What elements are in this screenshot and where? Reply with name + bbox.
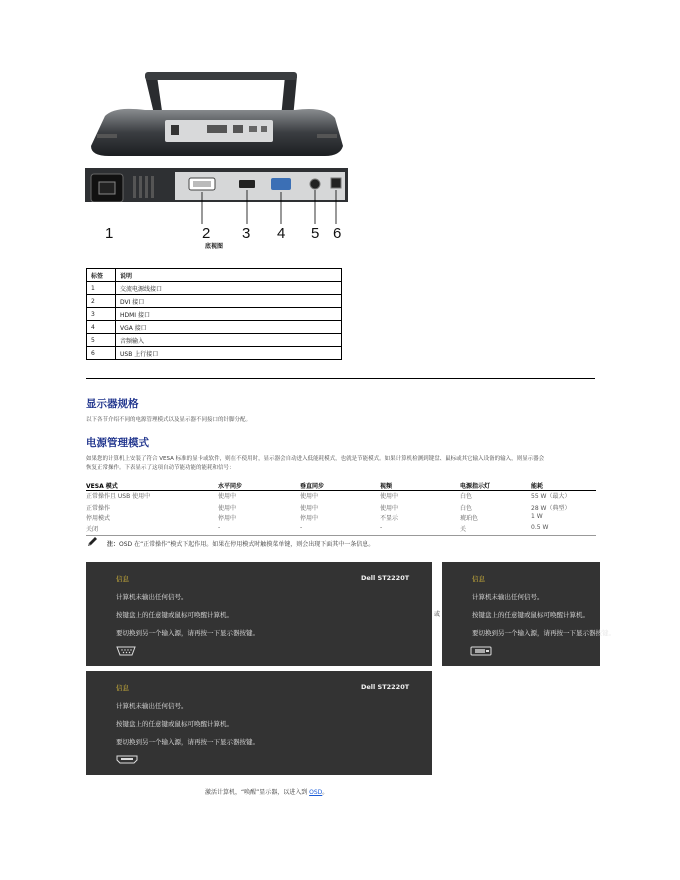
osd-title: 信息 — [116, 684, 129, 692]
note-pencil-icon — [86, 536, 98, 548]
header-vesa-mode: VESA 模式 — [86, 483, 118, 490]
dvi-connector-icon — [470, 646, 492, 656]
section-title-specs: 显示器规格 — [86, 398, 139, 410]
osd-message-hdmi — [86, 671, 432, 775]
osd-model: Dell ST2220T — [361, 683, 410, 691]
callout-6: 6 — [333, 225, 342, 242]
table-row — [87, 282, 342, 295]
or-label: 或 — [434, 611, 441, 618]
note — [86, 536, 606, 552]
cell-power-led: 白色 — [460, 505, 473, 512]
row-description: VGA 接口 — [116, 321, 342, 334]
row-description: 音频输入 — [116, 334, 342, 347]
header-vsync: 垂直同步 — [300, 483, 325, 490]
cell-video: 使用中 — [380, 493, 399, 500]
row-description: 交流电源线接口 — [116, 282, 342, 295]
row-description: USB 上行接口 — [116, 347, 342, 360]
port-label-table — [86, 268, 342, 360]
footer-text — [205, 787, 328, 796]
osd-title: 信息 — [472, 575, 485, 583]
cell-vsync: 停用中 — [300, 515, 319, 522]
cell-mode: 正常操作且 USB 使用中 — [86, 493, 151, 500]
osd-line-3: 要切换到另一个输入源，请再按一下显示器按键。 — [116, 629, 259, 637]
table-row — [87, 334, 342, 347]
hdmi-connector-icon — [116, 755, 138, 764]
header-description: 说明 — [116, 269, 342, 282]
row-label: 3 — [87, 308, 116, 321]
table-row — [86, 490, 596, 501]
cell-hsync: - — [218, 524, 221, 531]
footer-prefix: 激活计算机，“唤醒”显示器，以进入到 — [205, 789, 310, 796]
cell-video: 使用中 — [380, 505, 399, 512]
cell-mode: 停用模式 — [86, 515, 111, 522]
osd-title: 信息 — [116, 575, 129, 583]
osd-line-1: 计算机未输出任何信号。 — [116, 593, 188, 601]
table-header-row — [87, 269, 342, 282]
cell-vsync: 使用中 — [300, 505, 319, 512]
header-label: 标签 — [87, 269, 116, 282]
callout-5: 5 — [311, 225, 320, 242]
osd-model: Dell ST2220T — [361, 574, 410, 582]
osd-line-2: 按键盘上的任意键或鼠标可唤醒计算机。 — [472, 611, 589, 619]
cell-power: 55 W（最大） — [531, 493, 571, 500]
table-row — [87, 308, 342, 321]
header-hsync: 水平同步 — [218, 483, 243, 490]
row-label: 5 — [87, 334, 116, 347]
callout-1: 1 — [105, 225, 114, 242]
row-label: 1 — [87, 282, 116, 295]
header-video: 视频 — [380, 483, 393, 490]
callout-2: 2 — [202, 225, 211, 242]
row-label: 4 — [87, 321, 116, 334]
cell-vsync: - — [300, 524, 303, 531]
section-divider — [86, 378, 595, 379]
osd-message-vga — [86, 562, 432, 666]
monitor-back-photo — [85, 68, 347, 160]
cell-video: - — [380, 524, 383, 531]
note-label: 注： — [107, 541, 120, 548]
row-label: 6 — [87, 347, 116, 360]
osd-line-1: 计算机未输出任何信号。 — [472, 593, 544, 601]
power-paragraph-line1: 如果您的计算机上安装了符合 VESA 标准的显卡或软件，则在不使用时，显示器会自动进入低能耗模式，也就是节能模式。如果计算机检测到键盘、鼠标或其它输入设备的输入，则显示器会 — [86, 456, 545, 462]
osd-line-3: 要切换到另一个输入源，请再按一下显示器按键。 — [116, 738, 259, 746]
cell-power-led: 琥珀色 — [460, 515, 479, 522]
footer-suffix: 。 — [322, 789, 329, 796]
table-row — [87, 321, 342, 334]
callout-3: 3 — [242, 225, 251, 242]
osd-line-2: 按键盘上的任意键或鼠标可唤醒计算机。 — [116, 720, 233, 728]
cell-power-led: 关 — [460, 526, 467, 533]
table-row — [87, 347, 342, 360]
callout-4: 4 — [277, 225, 286, 242]
cell-power: 1 W — [531, 513, 543, 520]
osd-line-3: 要切换到另一个输入源，请再按一下显示器按键。 — [472, 629, 615, 637]
cell-hsync: 使用中 — [218, 505, 237, 512]
cell-vsync: 使用中 — [300, 493, 319, 500]
cell-power-led: 白色 — [460, 493, 473, 500]
row-description: HDMI 接口 — [116, 308, 342, 321]
row-label: 2 — [87, 295, 116, 308]
cell-video: 不显示 — [380, 515, 399, 522]
table-row — [86, 512, 596, 523]
table-row — [86, 523, 596, 534]
osd-line-1: 计算机未输出任何信号。 — [116, 702, 188, 710]
cell-mode: 关闭 — [86, 526, 99, 533]
cell-power: 0.5 W — [531, 524, 549, 531]
section-intro-specs: 以下各节介绍不同的电源管理模式以及显示器不同接口的针脚分配。 — [86, 417, 252, 423]
connector-panel-photo — [85, 168, 348, 226]
figure-caption: 底视图 — [205, 243, 224, 250]
vga-connector-icon — [116, 646, 136, 656]
table-row — [87, 295, 342, 308]
header-power: 能耗 — [531, 483, 544, 490]
row-description: DVI 接口 — [116, 295, 342, 308]
cell-hsync: 使用中 — [218, 493, 237, 500]
section-title-power: 电源管理模式 — [86, 437, 149, 449]
cell-power: 28 W（典型） — [531, 505, 571, 512]
osd-link[interactable]: OSD — [309, 789, 323, 796]
cell-mode: 正常操作 — [86, 505, 111, 512]
note-text: OSD 在“正常操作”模式下起作用。如果在停用模式时触摸菜单键，则会出现下面其中一条信息。 — [119, 541, 375, 548]
cell-hsync: 停用中 — [218, 515, 237, 522]
power-paragraph-line2: 恢复正常操作。下表显示了这项自动节能功能的能耗和信号： — [86, 465, 235, 471]
osd-message-dvi — [442, 562, 615, 666]
header-power-led: 电源指示灯 — [460, 483, 491, 490]
osd-line-2: 按键盘上的任意键或鼠标可唤醒计算机。 — [116, 611, 233, 619]
